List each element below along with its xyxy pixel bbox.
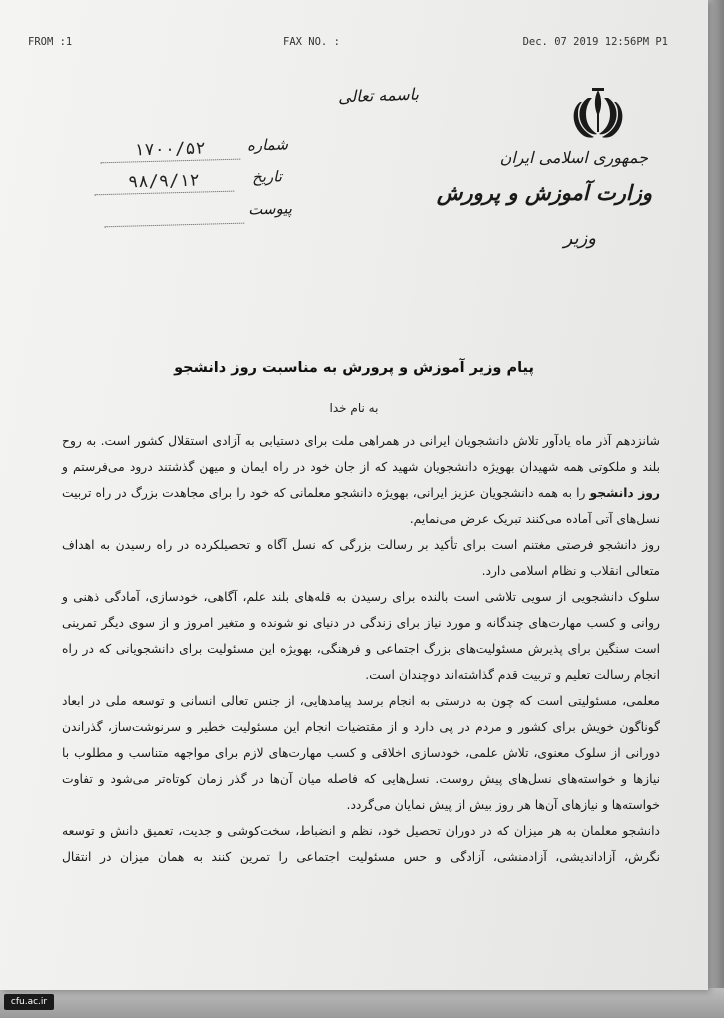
meta-number-value: ۱۷۰۰/۵۲ <box>100 137 241 164</box>
meta-date-row <box>82 167 283 196</box>
body-paragraph-5: دانشجو معلمان به هر میزان که در دوران تحصیل خود، نظم و انضباط، سخت‌کوشی و جدیت، تعمیق دانش و توسعه نگرش، آزاداندیشی، آزادمنشی، آزادگی و حس مسئولیت اجتماعی را تمرین کنند به همان میزان در انتقال <box>62 824 660 864</box>
fax-header <box>28 36 668 52</box>
body-paragraph-4: معلمی، مسئولیتی است که چون به درستی به انجام برسد پیامدهایی، از جنس تعالی انسانی و توسعه ملی در ابعاد گوناگون خویش برای کشور و مردم در پی دارد و از مقتضیات انجام این مسئولیت خطیر و سرنوشت‌ساز، گذراندن دورانی از سلوک معنوی، تلاش علمی، خودسازی اخلاقی و کسب مهارت‌های لازم برای مواجهه متناسب و مطلوب با نیازها و خواسته‌های نسل‌های پیش روست. نسل‌هایی که فاصله میان آن‌ها در گذر زمان کوتاه‌تر می‌شود و تفاوت خواسته‌ها و نیازهای آن‌ها هر روز بیش از پیش نمایان می‌گردد. <box>62 694 660 812</box>
paragraph-1-before: شانزدهم آذر ماه یادآور تلاش دانشجویان ایرانی در همراهی ملت برای دستیابی به آزادی استقلال کشور است. به روح بلند و ملکوتی همه شهیدان بهویژه دانشجویان شهید که از جان خود در راه ایمان و میهن گذشتند درود می‌فرستم و <box>62 434 660 474</box>
fax-number: FAX NO. : <box>283 36 340 48</box>
bismillah-header: باسمه تعالی <box>337 84 420 107</box>
meta-date-value: ۹۸/۹/۱۲ <box>94 169 235 196</box>
letter-title: پیام وزیر آموزش و پرورش به مناسبت روز دانشجو <box>174 360 534 376</box>
meta-number-label: شماره <box>246 135 289 155</box>
body-paragraph-3: سلوک دانشجویی از سویی تلاشی است بالنده برای رسیدن به قله‌های بلند علم، آگاهی، خودسازی، آمادگی ذهنی و روانی و کسب مهارت‌های چندگانه و مورد نیاز برای زندگی در دنیای نو شونده و متغیر امروز و از سوی دیگر تمرینی است سنگین برای پذیرش مسئولیت‌های بزرگ اجتماعی و فرهنگی، بهویژه این مسئولیت برای دانشجویانی که در راه انجام رسالت تعلیم و تربیت قدم گذاشته‌اند دوچندان است. <box>62 590 660 682</box>
iran-emblem-icon <box>566 84 630 144</box>
meta-number-row <box>88 135 289 164</box>
fax-from: FROM :1 <box>28 36 73 48</box>
letter-body <box>62 428 660 870</box>
paragraph-1-after: را به همه دانشجویان عزیز ایرانی، بهویژه دانشجو معلمانی که خود را برای مجاهدت بزرگ در راه تربیت نسل‌های آتی آماده می‌کنند تبریک عرض می‌نمایم. <box>62 486 660 526</box>
desk-background-right <box>706 0 724 1018</box>
meta-attachment-row <box>92 199 293 228</box>
cfu-watermark-logo: cfu.ac.ir <box>4 994 54 1010</box>
meta-attachment-label: پیوست <box>247 199 293 219</box>
paragraph-1-bold: روز دانشجو <box>589 486 660 500</box>
meta-date-label: تاریخ <box>251 167 283 187</box>
letterhead-ministry: وزارت آموزش و پرورش <box>436 180 652 205</box>
desk-background-bottom <box>0 988 724 1018</box>
body-paragraph-2: روز دانشجو فرصتی مغتنم است برای تأکید بر رسالت بزرگی که نسل آگاه و تحصیلکرده در راه رسیدن به اهداف متعالی انقلاب و نظام اسلامی دارد. <box>62 538 660 578</box>
letter-salutation: به نام خدا <box>329 401 379 415</box>
body-paragraph-1 <box>62 428 660 532</box>
letterhead-country: جمهوری اسلامی ایران <box>499 148 648 167</box>
meta-attachment-value <box>104 201 245 228</box>
letterhead-role: وزیر <box>563 228 596 249</box>
fax-date: Dec. 07 2019 12:56PM P1 <box>522 36 668 48</box>
